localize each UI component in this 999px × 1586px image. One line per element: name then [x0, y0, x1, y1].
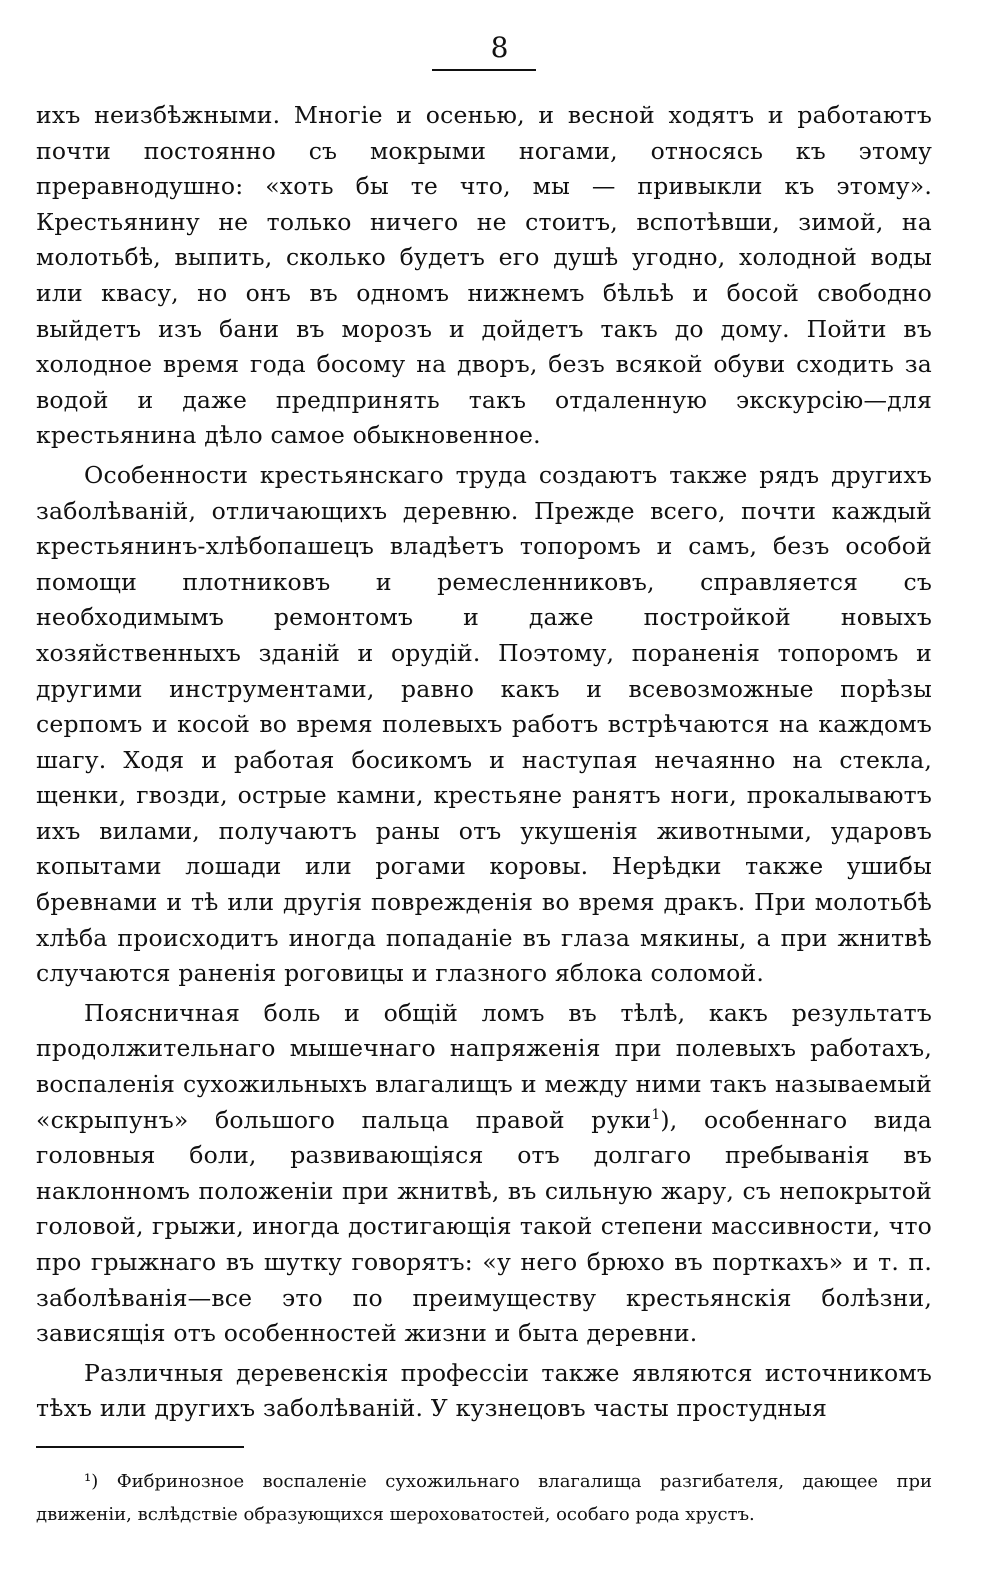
paragraph-4: Различныя деревенскія профессіи также являются источникомъ тѣхъ или другихъ заболѣваній. У кузнецовъ часты простудныя: [36, 1358, 932, 1423]
paragraph-1: ихъ неизбѣжными. Многіе и осенью, и весной ходятъ и работаютъ почти постоянно съ мокрыми ногами, относясь къ этому преравнодушно: «хоть бы те что, мы — привыкли къ этому». Крестьянину не только ничего не стоитъ, вспотѣвши, зимой, на молотьбѣ, выпить, сколько будетъ его душѣ угодно, холодной воды или квасу, но онъ въ одномъ нижнемъ бѣльѣ и босой свободно выйдетъ изъ бани въ морозъ и дойдетъ такъ до дому. Пойти въ холодное время года босому на дворъ, безъ всякой обуви сходить за водой и даже предпринять такъ отдаленную экскурсію—для крестьянина дѣло самое обыкновенное.: [36, 101, 932, 450]
footnote: [36, 1465, 932, 1531]
page-number: 8: [490, 31, 509, 64]
page-number-rule: [432, 69, 536, 71]
paragraph-3-part-2: ), особеннаго вида головныя боли, развивающіяся отъ долгаго пребыванія въ наклонномъ положеніи при жнитвѣ, въ сильную жару, съ непокрытой головой, грыжи, иногда достигающія такой степени массивности, что про грыжнаго въ шутку говорятъ: «у него брюхо въ порткахъ» и т. п. заболѣванія—все это по преимуществу крестьянскія болѣзни, зависящія отъ особенностей жизни и быта деревни.: [36, 1105, 932, 1348]
footnote-reference: 1: [651, 1106, 661, 1123]
paragraph-3: [36, 996, 932, 1352]
paragraph-2: Особенности крестьянскаго труда создаютъ также рядъ другихъ заболѣваній, отличающихъ деревню. Прежде всего, почти каждый крестьянинъ-хлѣбопашецъ владѣетъ топоромъ и самъ, безъ особой помощи плотниковъ и ремесленниковъ, справляется съ необходимымъ ремонтомъ и даже постройкой новыхъ хозяйственныхъ зданій и орудій. Поэтому, пораненія топоромъ и другими инструментами, равно какъ и всевозможные порѣзы серпомъ и косой во время полевыхъ работъ встрѣчаются на каждомъ шагу. Ходя и работая босикомъ и наступая нечаянно на стекла, щенки, гвозди, острые камни, крестьяне ранятъ ноги, прокалываютъ ихъ вилами, получаютъ раны отъ укушенія животными, ударовъ копытами лошади или рогами коровы. Нерѣдки также ушибы бревнами и тѣ или другія поврежденія во время дракъ. При молотьбѣ хлѣба происходитъ иногда попаданіе въ глаза мякины, а при жнитвѣ случаются раненія роговицы и глазного яблока соломой.: [36, 460, 932, 988]
body-text: [36, 98, 932, 1427]
footnote-text: Фибринозное воспаленіе сухожильнаго влагалища разгибателя, дающее при движеніи, вслѣдствіе образующихся шероховатостей, особаго рода хрустъ.: [36, 1471, 932, 1525]
footnote-separator: [36, 1446, 244, 1448]
footnote-label: ¹): [84, 1471, 99, 1492]
paragraph-3-part-1: Поясничная боль и общій ломъ въ тѣлѣ, какъ результатъ продолжительнаго мышечнаго напряженія при полевыхъ работахъ, воспаленія сухожильныхъ влагалищъ и между ними такъ называемый «скрыпунъ» большого пальца правой руки: [36, 998, 932, 1134]
